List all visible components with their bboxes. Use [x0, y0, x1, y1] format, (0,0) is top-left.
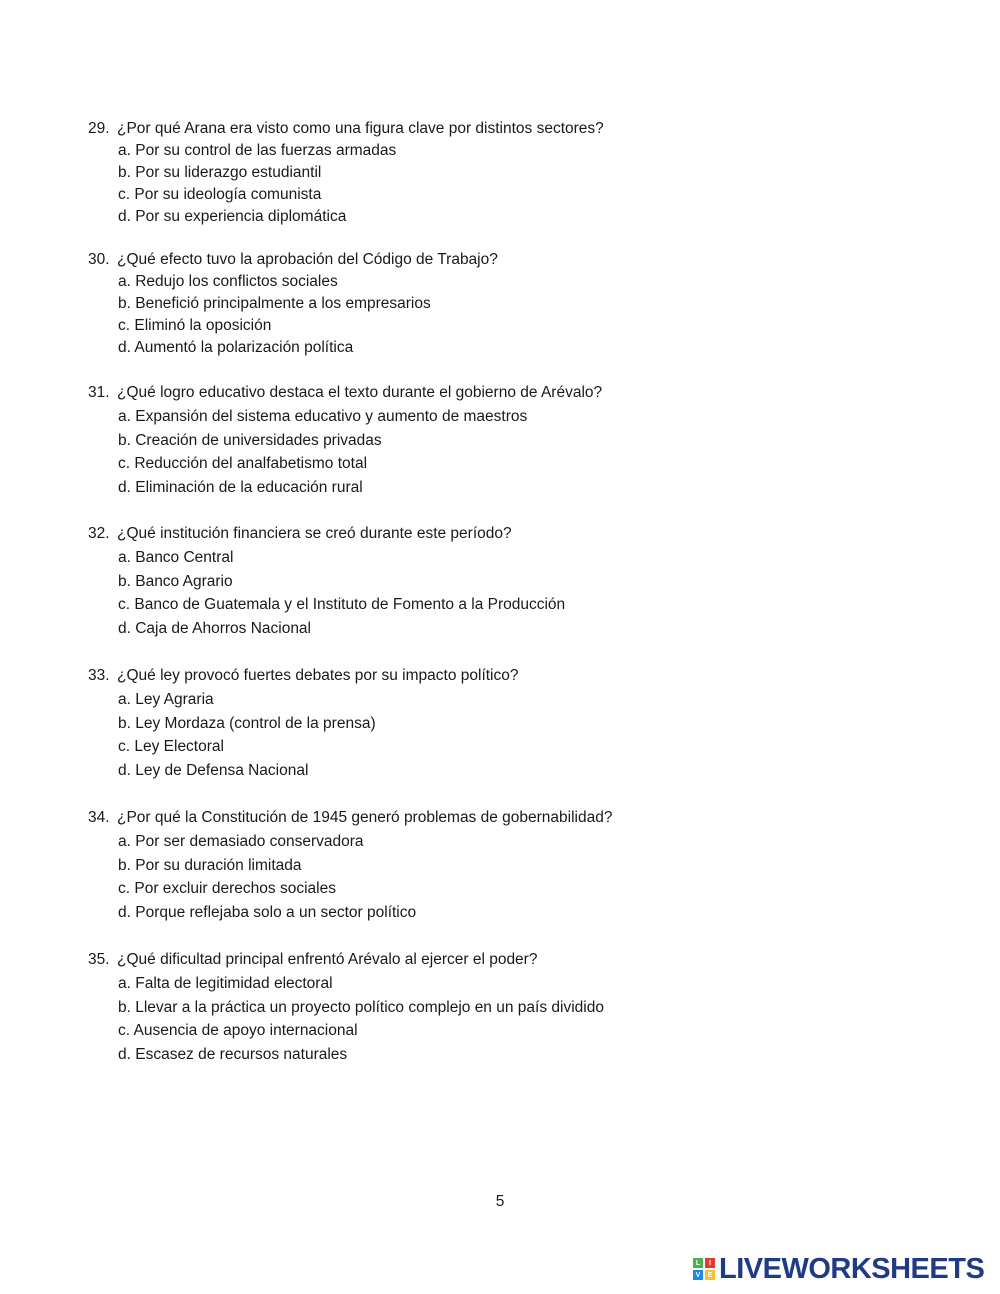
- option-a[interactable]: a. Expansión del sistema educativo y aumento de maestros: [118, 408, 528, 425]
- question-number: 35.: [88, 951, 110, 968]
- option-d[interactable]: d. Eliminación de la educación rural: [118, 479, 363, 497]
- option-d[interactable]: d. Aumentó la polarización política: [118, 339, 354, 356]
- page-number: 5: [495, 1193, 505, 1210]
- option-a[interactable]: a. Por su control de las fuerzas armadas: [118, 142, 397, 159]
- option-b[interactable]: b. Ley Mordaza (control de la prensa): [118, 714, 376, 732]
- option-c[interactable]: c. Ausencia de apoyo internacional: [118, 1022, 358, 1040]
- question-30: [88, 249, 788, 359]
- logo-mark-letter: V: [693, 1270, 703, 1280]
- option-d[interactable]: d. Caja de Ahorros Nacional: [118, 620, 312, 638]
- option-b[interactable]: b. Creación de universidades privadas: [118, 431, 382, 449]
- logo-mark-letter: L: [693, 1258, 703, 1268]
- logo-mark-icon: [693, 1258, 715, 1280]
- question-text: ¿Qué efecto tuvo la aprobación del Código de Trabajo?: [117, 251, 498, 268]
- question-number: 30.: [88, 251, 110, 268]
- question-35: [88, 948, 788, 1067]
- option-d[interactable]: d. Ley de Defensa Nacional: [118, 762, 309, 780]
- question-number: 33.: [88, 667, 110, 684]
- question-number: 32.: [88, 525, 110, 542]
- logo-text: LIVEWORKSHEETS: [719, 1252, 985, 1285]
- logo-mark-letter: E: [705, 1270, 715, 1280]
- question-text: ¿Por qué Arana era visto como una figura clave por distintos sectores?: [117, 120, 604, 137]
- option-a[interactable]: a. Por ser demasiado conservadora: [118, 833, 364, 850]
- option-d[interactable]: d. Por su experiencia diplomática: [118, 208, 347, 225]
- question-text: ¿Por qué la Constitución de 1945 generó problemas de gobernabilidad?: [117, 809, 613, 826]
- option-c[interactable]: c. Ley Electoral: [118, 738, 224, 756]
- option-b[interactable]: b. Llevar a la práctica un proyecto político complejo en un país dividido: [118, 998, 604, 1016]
- question-33: [88, 664, 788, 783]
- option-d[interactable]: d. Escasez de recursos naturales: [118, 1046, 348, 1064]
- question-number: 34.: [88, 809, 110, 826]
- liveworksheets-logo[interactable]: [693, 1252, 984, 1286]
- question-number: 29.: [88, 120, 110, 137]
- option-d[interactable]: d. Porque reflejaba solo a un sector político: [118, 904, 417, 922]
- question-text: ¿Qué dificultad principal enfrentó Arévalo al ejercer el poder?: [117, 951, 538, 968]
- question-number: 31.: [88, 384, 110, 401]
- question-text: ¿Qué ley provocó fuertes debates por su impacto político?: [117, 667, 519, 684]
- option-a[interactable]: a. Ley Agraria: [118, 691, 214, 708]
- question-29: [88, 118, 788, 228]
- option-b[interactable]: b. Benefició principalmente a los empresarios: [118, 295, 431, 312]
- option-a[interactable]: a. Falta de legitimidad electoral: [118, 975, 333, 992]
- option-b[interactable]: b. Por su liderazgo estudiantil: [118, 164, 322, 181]
- option-b[interactable]: b. Por su duración limitada: [118, 856, 302, 874]
- option-b[interactable]: b. Banco Agrario: [118, 572, 233, 590]
- option-a[interactable]: a. Redujo los conflictos sociales: [118, 273, 338, 290]
- question-32: [88, 522, 788, 641]
- option-c[interactable]: c. Por su ideología comunista: [118, 186, 322, 203]
- logo-mark-letter: I: [705, 1258, 715, 1268]
- option-a[interactable]: a. Banco Central: [118, 549, 234, 566]
- question-text: ¿Qué institución financiera se creó durante este período?: [117, 525, 512, 542]
- option-c[interactable]: c. Por excluir derechos sociales: [118, 880, 336, 898]
- option-c[interactable]: c. Banco de Guatemala y el Instituto de Fomento a la Producción: [118, 596, 566, 614]
- question-text: ¿Qué logro educativo destaca el texto durante el gobierno de Arévalo?: [117, 384, 603, 401]
- option-c[interactable]: c. Reducción del analfabetismo total: [118, 455, 368, 473]
- question-31: [88, 381, 788, 500]
- question-34: [88, 806, 788, 925]
- option-c[interactable]: c. Eliminó la oposición: [118, 317, 272, 334]
